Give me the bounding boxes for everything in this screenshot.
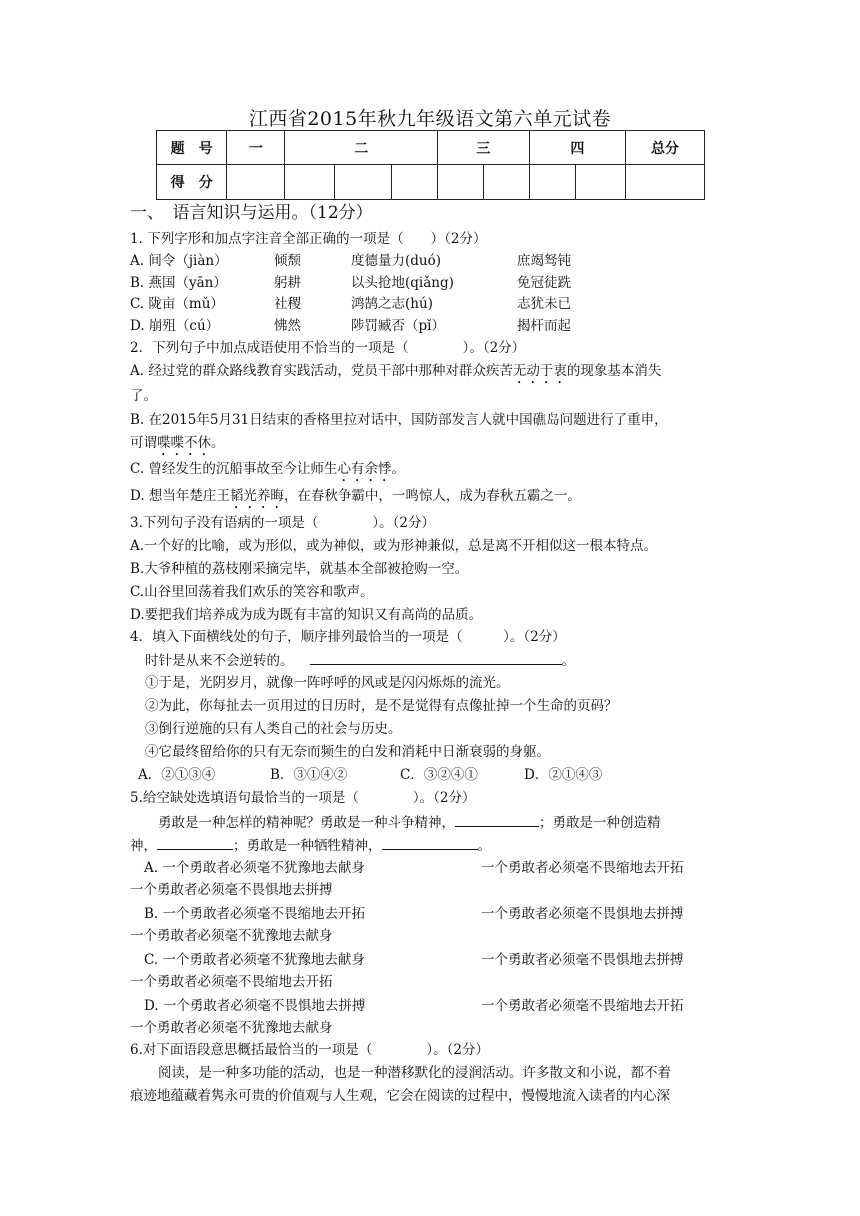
q1-c-word3: 鸿鹄之志(hú) <box>351 296 433 312</box>
q1-b-word1: B. 燕国（yān） <box>130 275 227 291</box>
q4-sentence-4: ④它最终留给你的只有无奈而频生的白发和消耗中日渐衰弱的身躯。 <box>145 744 550 760</box>
q1-a-word1: A. 间令（jiàn） <box>130 253 228 269</box>
q4-choice-b: B．③①④② <box>270 767 348 783</box>
q6-stem: 6.对下面语段意思概括最恰当的一项是（ ）。（2分） <box>130 1042 489 1058</box>
q2-d-text-end: ，在春秋争霸中，一鸣惊人，成为春秋五霸之一。 <box>283 488 581 504</box>
score-row-label: 得 分 <box>157 165 227 200</box>
score-cell[interactable] <box>484 165 529 200</box>
score-header-2: 二 <box>285 131 438 165</box>
q5-a-part1: A. 一个勇敢者必须毫不犹豫地去献身 <box>144 860 365 876</box>
score-cell[interactable] <box>334 165 391 200</box>
score-cell[interactable] <box>437 165 483 200</box>
q2-option-a-cont: 了。 <box>130 388 157 404</box>
q5-b-part1: B. 一个勇敢者必须毫不畏缩地去开拓 <box>144 906 366 922</box>
q2-d-idiom: 韬光养晦 <box>229 488 284 504</box>
q4-lead <box>145 650 860 671</box>
q4-blank[interactable] <box>310 650 562 665</box>
q5-stem: 5.给空缺处选填语句最恰当的一项是（ ）。（2分） <box>130 790 476 806</box>
q2-d-text: D. 想当年楚庄王 <box>130 488 230 504</box>
q5-blank-1[interactable] <box>455 812 539 827</box>
q5-d-part2: 一个勇敢者必须毫不畏缩地去开拓 <box>481 998 684 1014</box>
q2-b-text-end: 。 <box>211 435 225 451</box>
q3-option-d: D.要把我们培养成为成为既有丰富的知识又有高尚的品质。 <box>130 607 483 623</box>
q2-c-text-end: 。 <box>391 461 405 477</box>
q2-b-text: 可谓 <box>130 435 157 451</box>
q4-choice-d: D．②①④③ <box>524 767 603 783</box>
q5-c-part2: 一个勇敢者必须毫不畏惧地去拼搏 <box>481 952 684 968</box>
score-cell[interactable] <box>285 165 334 200</box>
q5-passage-1 <box>158 812 860 833</box>
q4-lead-text: 时针是从来不会逆转的。 <box>145 653 294 669</box>
score-cell[interactable] <box>626 165 705 200</box>
q2-option-b-cont <box>130 433 860 459</box>
q1-c-word4: 志犹未已 <box>517 296 571 312</box>
q1-a-word3: 度德量力(duó) <box>351 253 441 269</box>
q1-d-word2: 怫然 <box>274 318 301 334</box>
score-header-label: 题 号 <box>157 131 227 165</box>
q5-passage-text: 勇敢是一种怎样的精神呢？勇敢是一种斗争精神， <box>158 815 455 831</box>
q5-b-part2: 一个勇敢者必须毫不畏惧地去拼搏 <box>481 906 684 922</box>
score-cell[interactable] <box>529 165 575 200</box>
q6-passage-1: 阅读，是一种多功能的活动，也是一种潜移默化的浸润活动。许多散文和小说，都不着 <box>158 1065 671 1081</box>
q3-option-c: C.山谷里回荡着我们欢乐的笑容和歌声。 <box>130 584 374 600</box>
q2-a-text-end: 的现象基本消失 <box>566 363 662 379</box>
score-cell[interactable] <box>575 165 625 200</box>
q5-blank-3[interactable] <box>382 835 478 850</box>
q1-b-word3: 以头抢地(qiǎng) <box>351 275 454 291</box>
q1-d-word4: 揭杆而起 <box>517 318 571 334</box>
q4-stem: 4．填入下面横线处的句子，顺序排列最恰当的一项是（ ）。（2分） <box>130 629 566 645</box>
score-header-1: 一 <box>227 131 285 165</box>
q5-c-part1: C. 一个勇敢者必须毫不犹豫地去献身 <box>144 952 365 968</box>
q2-option-d <box>130 486 860 512</box>
q5-option-a-cont: 一个勇敢者必须毫不畏惧地去拼搏 <box>130 882 333 898</box>
score-header-total: 总分 <box>626 131 705 165</box>
q2-option-b: B. 在2015年5月31日结束的香格里拉对话中，国防部发言人就中国礁岛问题进行了重申， <box>130 412 668 428</box>
q4-sentence-2: ②为此，你每扯去一页用过的日历时，是不是觉得有点像扯掉一个生命的页码？ <box>145 698 618 714</box>
score-header-3: 三 <box>437 131 529 165</box>
q1-d-word3: 陟罚臧否（pǐ） <box>351 318 445 334</box>
q5-option-d-cont: 一个勇敢者必须毫不犹豫地去献身 <box>130 1020 333 1036</box>
q1-a-word2: 倾颓 <box>274 253 301 269</box>
q4-sentence-3: ③倒行逆施的只有人类自己的社会与历史。 <box>145 721 402 737</box>
q5-passage-2 <box>130 835 860 856</box>
q3-option-b: B.大爷种植的荔枝刚采摘完毕，就基本全部被抢购一空。 <box>130 561 469 577</box>
q2-option-c <box>130 459 860 485</box>
q2-a-idiom: 无动于衷 <box>512 363 567 379</box>
q2-option-a <box>130 361 860 387</box>
q5-passage-text-b: ；勇敢是一种创造精 <box>539 815 661 831</box>
q1-d-word1: D. 崩殂（cú） <box>130 318 220 334</box>
q5-option-c-cont: 一个勇敢者必须毫不畏缩地去开拓 <box>130 974 333 990</box>
q1-stem: 1. 下列字形和加点字注音全部正确的一项是（ ）（2分） <box>130 231 487 247</box>
q6-passage-2: 痕迹地蕴藏着隽永可贵的价值观与人生观，它会在阅读的过程中，慢慢地流入读者的内心深 <box>130 1088 670 1104</box>
q2-stem: 2．下列句子中加点成语使用不恰当的一项是（ ）。（2分） <box>130 340 526 356</box>
score-cell[interactable] <box>227 165 285 200</box>
q4-choice-c: C．③②④① <box>400 767 478 783</box>
q4-choice-a: A．②①③④ <box>138 767 216 783</box>
q5-passage-text-c: 神， <box>130 838 157 854</box>
score-header-4: 四 <box>529 131 626 165</box>
score-cell[interactable] <box>391 165 437 200</box>
q1-a-word4: 庶竭驽钝 <box>517 253 571 269</box>
q2-c-idiom: 心有余悸 <box>337 461 392 477</box>
q5-blank-2[interactable] <box>157 835 233 850</box>
q5-d-part1: D. 一个勇敢者必须毫不畏惧地去拼搏 <box>144 998 366 1014</box>
q3-option-a: A.一个好的比喻，或为形似，或为神似，或为形神兼似，总是离不开相似这一根本特点。 <box>130 538 658 554</box>
q1-c-word2: 社稷 <box>274 296 301 312</box>
q1-b-word2: 躬耕 <box>274 275 301 291</box>
q2-a-text: A. 经过党的群众路线教育实践活动，党员干部中那种对群众疾苦 <box>130 363 513 379</box>
q5-option-b-cont: 一个勇敢者必须毫不犹豫地去献身 <box>130 928 333 944</box>
q3-stem: 3.下列句子没有语病的一项是（ ）。（2分） <box>130 515 435 531</box>
q2-b-idiom: 喋喋不休 <box>157 435 211 451</box>
q5-a-part2: 一个勇敢者必须毫不畏缩地去开拓 <box>481 860 684 876</box>
q1-c-word1: C. 陇亩（mǔ） <box>130 296 224 312</box>
q4-sentence-1: ①于是，光阴岁月，就像一阵呼呼的风或是闪闪烁烁的流光。 <box>145 675 510 691</box>
q5-passage-text-d: ；勇敢是一种牺牲精神， <box>233 838 382 854</box>
q5-passage-text-e: 。 <box>477 838 491 854</box>
q1-b-word4: 免冠徒跣 <box>517 275 571 291</box>
q2-c-text: C. 曾经发生的沉船事故至今让师生 <box>130 461 338 477</box>
exam-title: 江西省2015年秋九年级语文第六单元试卷 <box>248 108 612 130</box>
q4-lead-end: 。 <box>561 653 575 669</box>
score-table <box>156 130 705 200</box>
section-heading: 一、 语言知识与运用。（12分） <box>130 203 373 223</box>
